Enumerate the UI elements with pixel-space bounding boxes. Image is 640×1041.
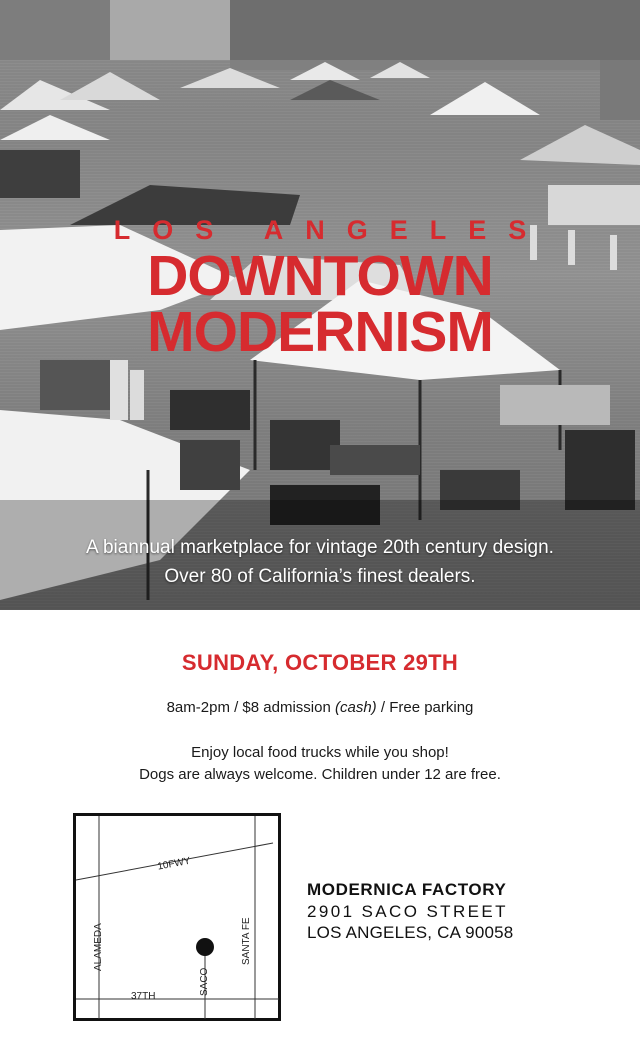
location-map: [73, 813, 281, 1021]
event-info: [0, 699, 640, 716]
venue-name: MODERNICA FACTORY: [307, 880, 507, 899]
hero-tagline: [0, 533, 640, 591]
venue-city: LOS ANGELES, CA 90058: [307, 923, 514, 942]
freeway-label: 10FWY: [156, 855, 192, 873]
hero-kicker: LOS ANGELES: [113, 215, 549, 245]
saco-label: SACO: [199, 967, 210, 996]
extras-line1: Enjoy local food trucks while you shop!: [191, 744, 449, 761]
tagline-line1: A biannual marketplace for vintage 20th century design.: [86, 537, 554, 558]
parking-info: / Free parking: [380, 699, 474, 716]
event-title: [0, 244, 640, 364]
payment-note: (cash): [335, 699, 377, 716]
location-dot-icon: [196, 938, 214, 956]
event-hours: 8am-2pm / $8 admission: [166, 699, 331, 716]
venue-address: [307, 880, 567, 943]
event-title-line2: MODERNISM: [147, 300, 493, 364]
tagline-line2: Over 80 of California’s finest dealers.: [164, 566, 476, 587]
santa-fe-label: SANTA FE: [241, 917, 252, 965]
alameda-label: ALAMEDA: [93, 923, 104, 971]
extras-line2: Dogs are always welcome. Children under 12 are free.: [139, 766, 501, 783]
event-title-line1: DOWNTOWN: [147, 244, 493, 308]
event-extras: [0, 742, 640, 786]
event-date: SUNDAY, OCTOBER 29TH: [181, 650, 459, 675]
venue-street: 2901 SACO STREET: [307, 902, 508, 921]
37th-label: 37TH: [131, 991, 156, 1002]
